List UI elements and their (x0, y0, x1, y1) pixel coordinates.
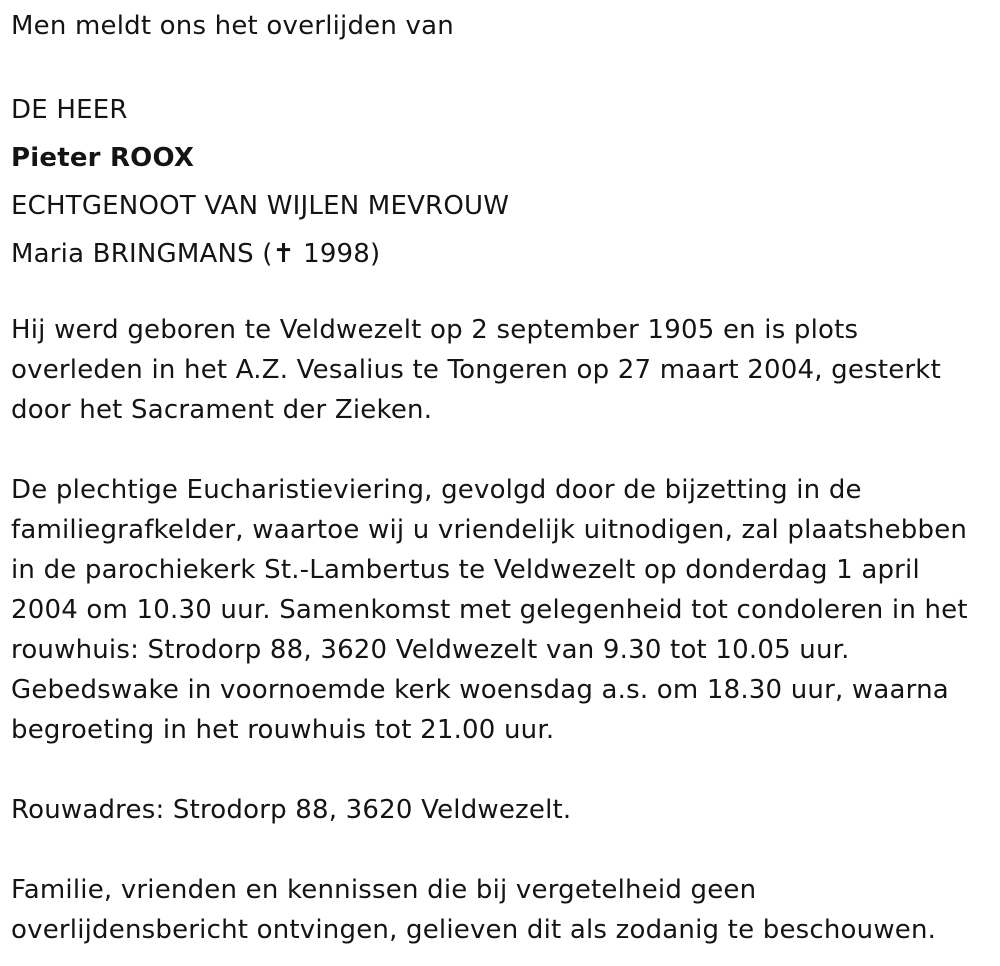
paragraph-line: Hij werd geboren te Veldwezelt op 2 september 1905 en is plots (11, 315, 859, 345)
paragraph-line: Familie, vrienden en kennissen die bij vergetelheid geen (11, 875, 757, 905)
paragraph-line: 2004 om 10.30 uur. Samenkomst met gelegenheid tot condoleren in het (11, 595, 968, 625)
honorific: DE HEER (11, 95, 128, 125)
intro-text: Men meldt ons het overlijden van (11, 11, 454, 41)
paragraph-line: rouwhuis: Strodorp 88, 3620 Veldwezelt van 9.30 tot 10.05 uur. (11, 635, 850, 665)
deceased-name: Pieter ROOX (11, 143, 195, 173)
paragraph-line: De plechtige Eucharistieviering, gevolgd door de bijzetting in de (11, 475, 862, 505)
paragraph-line: Gebedswake in voornoemde kerk woensdag a.s. om 18.30 uur, waarna (11, 675, 949, 705)
paragraph-line: overleden in het A.Z. Vesalius te Tongeren op 27 maart 2004, gesterkt (11, 355, 941, 385)
closing-paragraph (11, 870, 1000, 950)
paragraph-line: overlijdensbericht ontvingen, gelieven dit als zodanig te beschouwen. (11, 915, 937, 945)
paragraph-line: in de parochiekerk St.-Lambertus te Veldwezelt op donderdag 1 april (11, 555, 920, 585)
paragraph-line: begroeting in het rouwhuis tot 21.00 uur. (11, 715, 555, 745)
mourning-address: Rouwadres: Strodorp 88, 3620 Veldwezelt. (11, 795, 572, 825)
paragraph-line: familiegrafkelder, waartoe wij u vriendelijk uitnodigen, zal plaatshebben (11, 515, 968, 545)
relation-text: ECHTGENOOT VAN WIJLEN MEVROUW (11, 191, 510, 221)
ceremony-paragraph (11, 470, 1000, 750)
birth-paragraph (11, 310, 1000, 430)
paragraph-line: door het Sacrament der Zieken. (11, 395, 433, 425)
spouse-name: Maria BRINGMANS (✝ 1998) (11, 239, 381, 269)
